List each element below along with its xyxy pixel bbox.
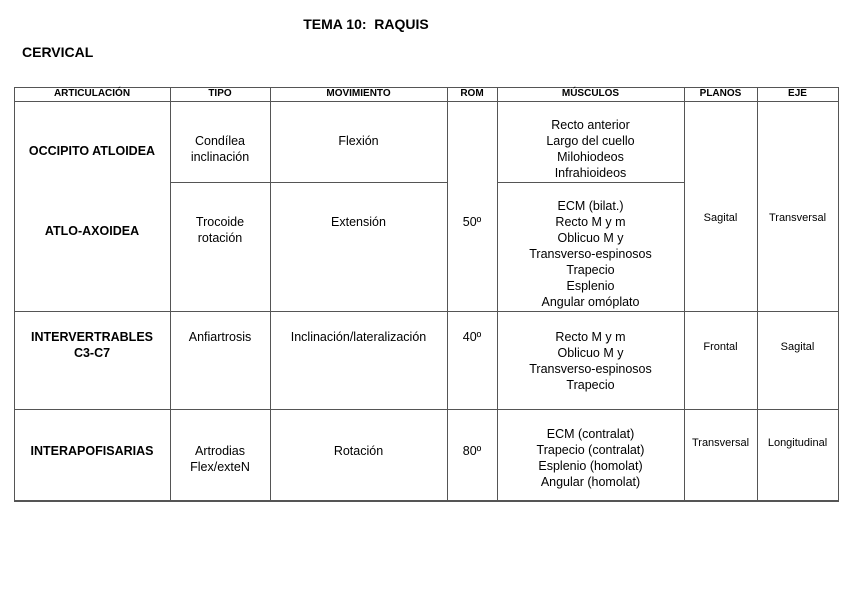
eje-cell: Sagital — [780, 341, 815, 353]
rom-cell: 50º — [462, 215, 482, 229]
articulacion-cell: INTERVERTRABLES C3-C7 — [30, 330, 153, 360]
planos-cell: Transversal — [691, 437, 750, 449]
header-musculos: MÚSCULOS — [561, 88, 620, 99]
musculos-cell: Recto M y m Oblicuo M y Transverso-espinosos Trapecio — [529, 330, 652, 392]
articulacion-cell: INTERAPOFISARIAS — [30, 444, 154, 458]
eje-cell: Transversal — [768, 212, 827, 224]
planos-cell: Sagital — [703, 212, 738, 224]
header-movimiento: MOVIMIENTO — [326, 88, 391, 99]
header-tipo: TIPO — [208, 88, 232, 99]
movimiento-cell: Rotación — [333, 444, 384, 458]
row-divider — [14, 409, 839, 410]
movimiento-cell: Inclinación/lateralización — [290, 330, 427, 344]
musculos-cell: ECM (contralat) Trapecio (contralat) Esplenio (homolat) Angular (homolat) — [536, 427, 645, 489]
movimiento-cell: Flexión — [338, 134, 379, 148]
col-divider — [838, 87, 839, 501]
movimiento-cell: Extensión — [331, 215, 386, 229]
header-articulacion: ARTICULACIÓN — [53, 88, 131, 99]
articulacion-cell: ATLO-AXOIDEA — [44, 224, 140, 238]
tipo-cell: Condílea inclinación — [190, 134, 250, 164]
col-divider — [270, 87, 271, 501]
musculos-cell: ECM (bilat.) Recto M y m Oblicuo M y Transverso-espinosos Trapecio Esplenio Angular omóplato — [529, 199, 652, 309]
rom-cell: 40º — [462, 330, 482, 344]
section-heading: CERVICAL — [22, 44, 94, 60]
row-divider — [14, 311, 839, 312]
row-divider — [497, 182, 684, 183]
table-border-bottom — [14, 500, 839, 502]
tipo-cell: Trocoide rotación — [195, 215, 245, 245]
tipo-cell: Artrodias Flex/exteN — [190, 444, 250, 474]
rom-cell: 80º — [462, 444, 482, 458]
header-planos: PLANOS — [699, 88, 742, 99]
tipo-cell: Anfiartrosis — [188, 330, 252, 344]
col-divider — [447, 87, 448, 501]
planos-cell: Frontal — [703, 341, 738, 353]
header-rom: ROM — [460, 88, 484, 99]
musculos-cell: Recto anterior Largo del cuello Milohiodeos Infrahioideos — [546, 118, 635, 180]
header-divider — [14, 101, 839, 102]
articulacion-cell: OCCIPITO ATLOIDEA — [28, 144, 156, 158]
eje-cell: Longitudinal — [767, 437, 828, 449]
header-eje: EJE — [788, 88, 807, 99]
row-divider — [170, 182, 447, 183]
document-title: TEMA 10: RAQUIS — [303, 16, 429, 32]
